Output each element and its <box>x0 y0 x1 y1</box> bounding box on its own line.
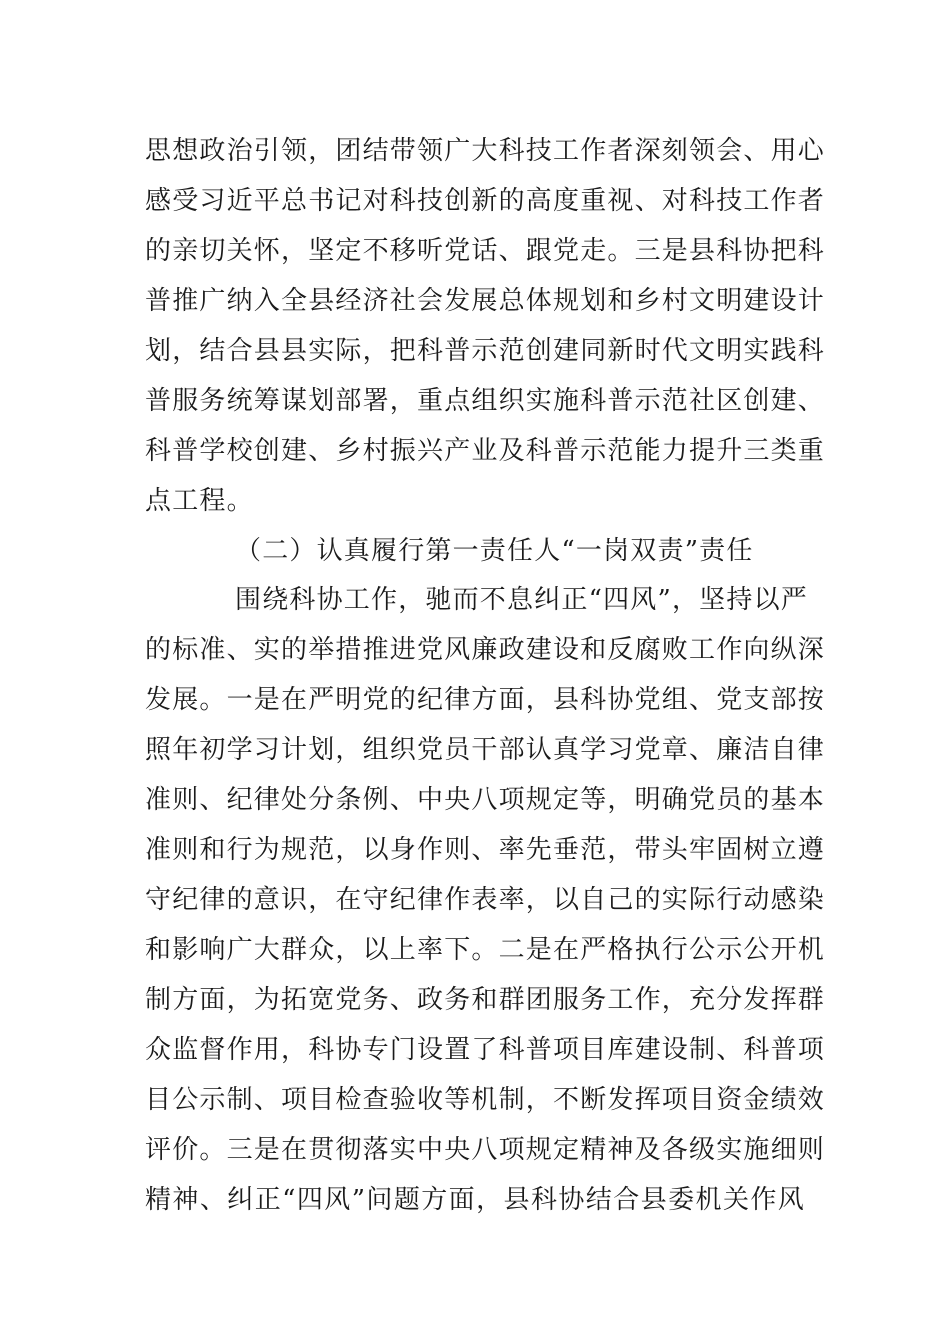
paragraph-2-line-3: 发展。一是在严明党的纪律方面，县科协党组、党支部按 <box>145 685 826 715</box>
paragraph-2-line-13: 精神、纠正“四风”问题方面，县科协结合县委机关作风 <box>145 1185 805 1215</box>
paragraph-2-line-4: 照年初学习计划，组织党员干部认真学习党章、廉洁自律 <box>145 735 826 765</box>
section-heading: （二）认真履行第一责任人“一岗双责”责任 <box>235 536 754 566</box>
paragraph-2-line-8: 和影响广大群众，以上率下。二是在严格执行公示公开机 <box>145 935 826 965</box>
paragraph-1-line-3: 的亲切关怀，坚定不移听党话、跟党走。三是县科协把科 <box>145 236 826 266</box>
paragraph-2-line-2: 的标准、实的举措推进党风廉政建设和反腐败工作向纵深 <box>145 635 826 665</box>
paragraph-2-line-5: 准则、纪律处分条例、中央八项规定等，明确党员的基本 <box>145 785 826 815</box>
paragraph-1-line-5: 划，结合县县实际，把科普示范创建同新时代文明实践科 <box>145 336 826 366</box>
paragraph-1-line-8: 点工程。 <box>145 486 254 516</box>
paragraph-1-line-4: 普推广纳入全县经济社会发展总体规划和乡村文明建设计 <box>145 286 826 316</box>
paragraph-2-line-10: 众监督作用，科协专门设置了科普项目库建设制、科普项 <box>145 1035 826 1065</box>
paragraph-2-line-6: 准则和行为规范，以身作则、率先垂范，带头牢固树立遵 <box>145 835 826 865</box>
paragraph-1-line-2: 感受习近平总书记对科技创新的高度重视、对科技工作者 <box>145 186 826 216</box>
paragraph-2-line-7: 守纪律的意识，在守纪律作表率，以自己的实际行动感染 <box>145 885 826 915</box>
paragraph-1-line-6: 普服务统筹谋划部署，重点组织实施科普示范社区创建、 <box>145 386 826 416</box>
paragraph-2-line-1: 围绕科协工作，驰而不息纠正“四风”，坚持以严 <box>235 585 808 615</box>
paragraph-1-line-1: 思想政治引领，团结带领广大科技工作者深刻领会、用心 <box>145 136 826 166</box>
paragraph-2-line-12: 评价。三是在贯彻落实中央八项规定精神及各级实施细则 <box>145 1135 826 1165</box>
paragraph-1-line-7: 科普学校创建、乡村振兴产业及科普示范能力提升三类重 <box>145 436 826 466</box>
paragraph-2-line-9: 制方面，为拓宽党务、政务和群团服务工作，充分发挥群 <box>145 985 826 1015</box>
paragraph-2-line-11: 目公示制、项目检查验收等机制，不断发挥项目资金绩效 <box>145 1085 826 1115</box>
